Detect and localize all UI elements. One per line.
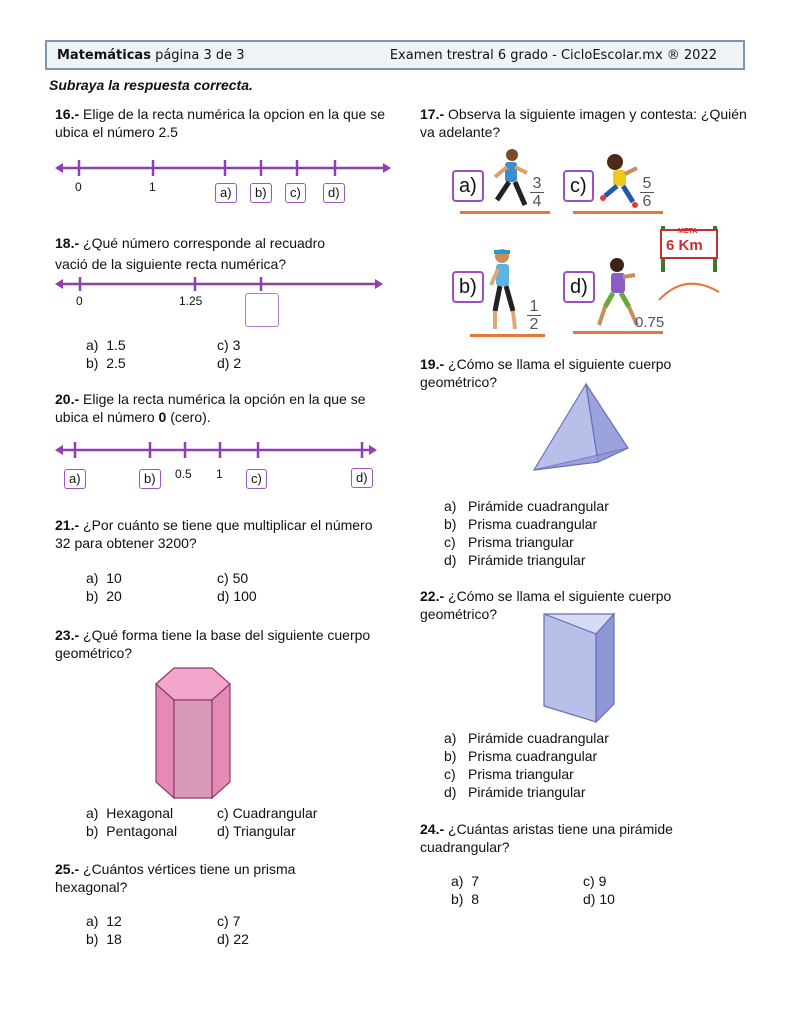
option-b[interactable]: b) <box>139 469 161 489</box>
fraction-b: 1 2 <box>527 298 541 333</box>
goal-label: 6 Km <box>666 237 703 254</box>
question-text: ¿Cómo se llama el siguiente cuerpo geométrico? <box>420 588 672 622</box>
option-b[interactable]: b) 18 <box>86 931 122 947</box>
option-d[interactable]: d) 22 <box>217 931 249 947</box>
option-c[interactable]: c) Prisma triangular <box>444 534 574 550</box>
hexagonal-prism-icon <box>150 664 240 804</box>
header-page: página 3 de 3 <box>150 48 245 63</box>
question-18 <box>55 233 395 275</box>
option-b[interactable]: b) Prisma cuadrangular <box>444 516 598 532</box>
tick-label: 0 <box>76 294 83 308</box>
track-line <box>470 334 545 337</box>
question-text: Observa la siguiente imagen y contesta: ¿Quién va adelante? <box>420 106 747 140</box>
fraction-a: 3 4 <box>530 175 544 210</box>
question-text: ¿Cuántos vértices tiene un prisma hexagonal? <box>55 861 296 895</box>
option-c[interactable]: c) <box>285 183 306 203</box>
question-number: 17.- <box>420 106 445 122</box>
question-text: ¿Qué número corresponde al recuadro <box>79 235 326 251</box>
tick-label: 1 <box>149 180 156 194</box>
option-b[interactable]: b) 8 <box>451 891 480 907</box>
question-number: 21.- <box>55 517 80 533</box>
question-text: ¿Cuántas aristas tiene una pirámide cuadrangular? <box>420 821 673 855</box>
tick-label: 0.5 <box>175 467 192 481</box>
header-left <box>57 48 245 63</box>
option-c[interactable]: c) Prisma triangular <box>444 766 574 782</box>
track-line <box>460 211 550 214</box>
options-21-right <box>217 569 257 605</box>
options-24-right <box>583 872 615 908</box>
question-24 <box>420 820 740 856</box>
empty-answer-box <box>245 293 279 327</box>
question-17 <box>420 105 750 141</box>
option-c[interactable]: c) Cuadrangular <box>217 805 318 821</box>
header-subject: Matemáticas <box>57 48 151 63</box>
runner-b-icon <box>485 245 525 335</box>
option-b[interactable]: b) Prisma cuadrangular <box>444 748 598 764</box>
option-d[interactable]: d) Pirámide triangular <box>444 784 586 800</box>
question-number: 20.- <box>55 391 80 407</box>
question-number: 19.- <box>420 356 445 372</box>
question-number: 23.- <box>55 627 80 643</box>
question-23 <box>55 626 375 662</box>
option-b[interactable]: b) <box>250 183 272 203</box>
option-c[interactable]: c) 7 <box>217 913 241 929</box>
options-18-left <box>86 336 126 372</box>
option-c[interactable]: c) <box>246 469 267 489</box>
options-21-left <box>86 569 122 605</box>
track-line <box>573 331 663 334</box>
option-a[interactable]: a) 12 <box>86 913 122 929</box>
option-a[interactable]: a) Hexagonal <box>86 805 174 821</box>
tick-label: 0 <box>75 180 82 194</box>
question-number: 22.- <box>420 588 445 604</box>
options-24-left <box>451 872 479 908</box>
option-b[interactable]: b) 2.5 <box>86 355 126 371</box>
option-d[interactable]: d) <box>323 183 345 203</box>
question-number: 16.- <box>55 106 80 122</box>
options-25-right <box>217 912 249 948</box>
option-c[interactable]: c) 3 <box>217 337 241 353</box>
question-text-end: (cero). <box>166 409 211 425</box>
runner-a-icon <box>485 145 533 215</box>
option-c[interactable]: c) 50 <box>217 570 249 586</box>
question-text: Elige la recta numérica la opción en la que se ubica el número <box>55 391 366 425</box>
option-a[interactable]: a) 1.5 <box>86 337 126 353</box>
question-text-bold: 0 <box>158 409 167 425</box>
header-right: Examen trestral 6 grado - CicloEscolar.mx ® 2022 <box>389 48 717 63</box>
triangular-pyramid-icon <box>528 382 632 477</box>
question-text-line2: vació de la siguiente recta numérica? <box>55 256 287 272</box>
option-a[interactable]: a) Pirámide cuadrangular <box>444 498 609 514</box>
option-d[interactable]: d) <box>351 468 373 488</box>
question-text: Elige de la recta numérica la opcion en la que se ubica el número 2.5 <box>55 106 385 140</box>
option-d[interactable]: d) Triangular <box>217 823 296 839</box>
runner-label-c[interactable]: c) <box>563 170 594 202</box>
option-d[interactable]: d) 100 <box>217 588 257 604</box>
question-text: ¿Por cuánto se tiene que multiplicar el número 32 para obtener 3200? <box>55 517 373 551</box>
question-21 <box>55 516 375 552</box>
track-line <box>573 211 663 214</box>
question-text: ¿Qué forma tiene la base del siguiente cuerpo geométrico? <box>55 627 371 661</box>
runner-label-b[interactable]: b) <box>452 271 484 303</box>
options-19 <box>444 497 609 569</box>
runner-label-d[interactable]: d) <box>563 271 595 303</box>
runner-c-icon <box>595 150 643 212</box>
tick-label: 1 <box>216 467 223 481</box>
option-b[interactable]: b) Pentagonal <box>86 823 178 839</box>
question-number: 18.- <box>55 235 80 251</box>
fraction-c: 5 6 <box>640 175 654 210</box>
option-a[interactable]: a) 10 <box>86 570 122 586</box>
number-line-18 <box>55 275 395 297</box>
option-a[interactable]: a) Pirámide cuadrangular <box>444 730 609 746</box>
option-a[interactable]: a) <box>215 183 237 203</box>
question-number: 24.- <box>420 821 445 837</box>
option-c[interactable]: c) 9 <box>583 873 607 889</box>
decimal-label: 0.75 <box>635 314 665 331</box>
tick-label: 1.25 <box>179 294 203 308</box>
option-b[interactable]: b) 20 <box>86 588 122 604</box>
option-d[interactable]: d) 10 <box>583 891 615 907</box>
question-number: 25.- <box>55 861 80 877</box>
number-line-16 <box>55 158 395 186</box>
instruction: Subraya la respuesta correcta. <box>49 77 253 93</box>
question-text: ¿Cómo se llama el siguiente cuerpo geométrico? <box>420 356 672 390</box>
question-16 <box>55 105 385 141</box>
options-22 <box>444 729 609 801</box>
question-20 <box>55 390 390 426</box>
number-line-20 <box>55 440 385 464</box>
options-23-left <box>86 804 177 840</box>
options-23-right <box>217 804 317 840</box>
triangular-prism-icon <box>540 612 620 724</box>
option-d[interactable]: d) 2 <box>217 355 242 371</box>
options-25-left <box>86 912 122 948</box>
option-a[interactable]: a) 7 <box>451 873 480 889</box>
options-18-right <box>217 336 241 372</box>
question-25 <box>55 860 355 896</box>
runner-label-a[interactable]: a) <box>452 170 484 202</box>
option-d[interactable]: d) Pirámide triangular <box>444 552 586 568</box>
page-header <box>45 40 745 70</box>
goal-top-label: META <box>678 228 698 235</box>
option-a[interactable]: a) <box>64 469 86 489</box>
